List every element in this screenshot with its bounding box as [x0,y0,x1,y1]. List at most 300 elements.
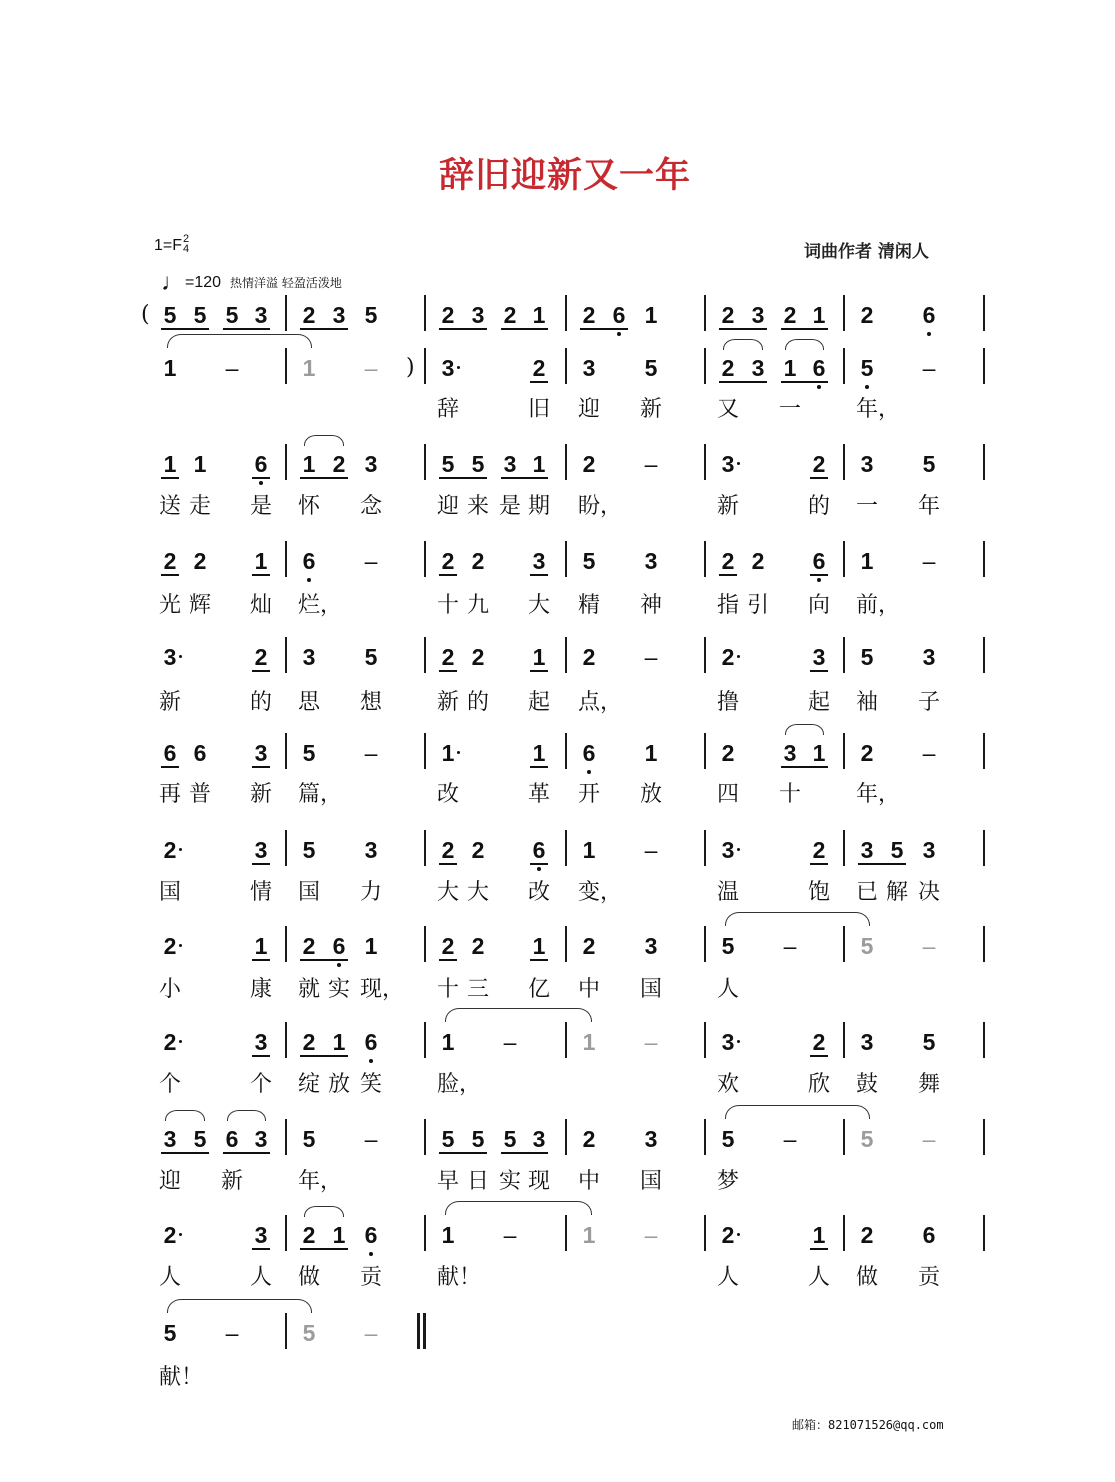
lyric-char: 解 [886,880,909,905]
barline [285,1022,287,1058]
barline [424,541,426,577]
lyric-char: 送 [159,494,182,519]
note-digit: 2 [441,933,455,959]
beam-underline [530,959,548,961]
lyric-char: 放 [640,782,663,807]
note-digit: 6 [225,1126,239,1152]
sustain-dash: – [922,548,936,574]
lyric-char: 做 [298,1265,321,1290]
note-digit: 1 [332,1222,346,1248]
slur-arc [785,339,824,350]
note-digit: 2 [721,548,735,574]
lyric-char: 年， [856,782,901,807]
note-digit: 2 [193,548,207,574]
beam-underline [501,328,548,330]
lyric-char: 来 [467,494,490,519]
lyric-char: 早 [437,1169,460,1194]
note-digit: 1 [364,933,378,959]
barline [424,295,426,331]
barline [843,830,845,866]
note-digit: 2 [471,548,485,574]
note-digit: 5 [471,451,485,477]
note-digit: 1 [532,740,546,766]
note-digit: 3 [254,1126,268,1152]
note-digit: 3 [721,451,735,477]
beam-underline [439,863,457,865]
note-digit: 5 [860,933,874,959]
note-digit: 5 [193,302,207,328]
lyric-char: 三 [467,977,490,1002]
augmentation-dot [737,655,740,658]
beam-underline [810,863,828,865]
lyric-char: 普 [189,782,212,807]
lyric-char: 已 [856,880,879,905]
barline [285,830,287,866]
note-digit: 1 [532,644,546,670]
tempo-value: =120 [185,274,222,291]
note-digit: 1 [441,1029,455,1055]
note-digit: 5 [503,1126,517,1152]
page-title: 辞旧迎新又一年 [438,155,691,196]
augmentation-dot [737,1040,740,1043]
beam-underline [580,328,628,330]
note-digit: 6 [922,1222,936,1248]
low-octave-dot [369,1059,373,1063]
beam-underline [719,381,767,383]
barline [704,1022,706,1058]
note-digit: 2 [302,933,316,959]
augmentation-dot [457,366,460,369]
lyric-char: 新 [640,397,663,422]
note-digit: 3 [163,1126,177,1152]
barline [285,1215,287,1251]
note-digit: 2 [812,1029,826,1055]
lyric-char: 做 [856,1265,879,1290]
note-digit: 2 [532,355,546,381]
barline [565,637,567,673]
lyric-char: 鼓 [856,1072,879,1097]
beam-underline [781,766,828,768]
lyric-char: 脸， [437,1072,482,1097]
beam-underline [252,670,270,672]
barline [565,733,567,769]
note-digit: 3 [644,1126,658,1152]
lyric-char: 中 [578,977,601,1002]
note-digit: 3 [812,644,826,670]
note-digit: 2 [721,355,735,381]
footer-email: 邮箱：821071526@qq.com [792,1418,944,1432]
beam-underline [439,328,487,330]
beam-underline [161,1152,209,1154]
barline [983,926,985,962]
sustain-dash: – [364,548,378,574]
note-digit: 5 [302,1126,316,1152]
beam-underline [530,381,548,383]
lyric-char: 引 [747,593,770,618]
note-digit: 1 [441,1222,455,1248]
barline [983,541,985,577]
note-digit: 2 [332,451,346,477]
sustain-dash: – [922,740,936,766]
barline [565,1119,567,1155]
note-digit: 2 [582,302,596,328]
tie-arc [445,1008,592,1022]
low-octave-dot [817,385,821,389]
lyric-char: 思 [298,690,321,715]
note-digit: 3 [254,1222,268,1248]
beam-underline [501,477,548,479]
note-digit: 5 [225,302,239,328]
barline [704,541,706,577]
barline [424,1119,426,1155]
lyric-char: 迎 [159,1169,182,1194]
note-digit: 5 [364,302,378,328]
barline [424,348,426,384]
note-digit: 6 [922,302,936,328]
note-digit: 1 [254,548,268,574]
lyric-char: 烂， [298,593,343,618]
barline [983,295,985,331]
lyric-char: 想 [360,690,383,715]
lyric-char: 人 [159,1265,182,1290]
barline [704,348,706,384]
barline [843,541,845,577]
barline [983,1022,985,1058]
note-digit: 2 [302,302,316,328]
note-digit: 2 [441,837,455,863]
lyric-char: 现 [528,1169,551,1194]
beam-underline [161,574,179,576]
barline [983,348,985,384]
barline [983,733,985,769]
note-digit: 5 [860,1126,874,1152]
lyric-char: 人 [250,1265,273,1290]
lyric-char: 改 [528,880,551,905]
lyric-char: 迎 [437,494,460,519]
lyric-char: 决 [918,880,941,905]
note-digit: 2 [582,1126,596,1152]
lyric-char: 十 [437,977,460,1002]
lyric-char: 放 [328,1072,351,1097]
note-digit: 3 [751,302,765,328]
beam-underline [530,670,548,672]
lyric-char: 年， [856,397,901,422]
lyric-char: 子 [918,690,941,715]
barline [983,1119,985,1155]
lyric-char: 盼， [578,494,623,519]
note-digit: 2 [721,644,735,670]
barline [843,1119,845,1155]
barline [983,444,985,480]
note-digit: 3 [364,837,378,863]
note-digit: 1 [163,451,177,477]
lyric-char: 梦 [717,1169,740,1194]
lyric-char: 九 [467,593,490,618]
note-digit: 2 [721,740,735,766]
beam-underline [439,574,457,576]
note-digit: 6 [163,740,177,766]
note-digit: 3 [644,933,658,959]
lyric-char: 指 [717,593,740,618]
lyric-char: 开 [578,782,601,807]
note-digit: 3 [471,302,485,328]
note-digit: 2 [302,1222,316,1248]
slur-arc [723,339,763,350]
barline [285,637,287,673]
barline [565,541,567,577]
lyric-char: 中 [578,1169,601,1194]
lyric-char: 神 [640,593,663,618]
lyric-char: 个 [250,1072,273,1097]
note-digit: 5 [163,302,177,328]
tie-arc [725,912,870,926]
lyric-char: 的 [808,494,831,519]
lyric-char: 走 [189,494,212,519]
sustain-dash: – [364,355,378,381]
barline [285,1313,287,1349]
note-digit: 5 [193,1126,207,1152]
lyric-char: 再 [159,782,182,807]
beam-underline [439,1152,487,1154]
barline [565,1215,567,1251]
lyric-char: 献！ [437,1265,482,1290]
lyric-char: 情 [250,880,273,905]
barline [424,1215,426,1251]
note-digit: 2 [471,837,485,863]
barline [285,926,287,962]
barline [704,733,706,769]
lyric-char: 的 [467,690,490,715]
lyric-char: 人 [717,977,740,1002]
note-digit: 6 [364,1029,378,1055]
low-octave-dot [537,867,541,871]
note-digit: 3 [532,548,546,574]
note-digit: 2 [302,1029,316,1055]
barline [565,830,567,866]
lyric-char: 人 [717,1265,740,1290]
tie-arc [167,334,312,348]
lyric-char: 撸 [717,690,740,715]
beam-underline [858,863,906,865]
low-octave-dot [259,481,263,485]
barline [285,541,287,577]
note-digit: 6 [612,302,626,328]
sustain-dash: – [225,355,239,381]
note-digit: 2 [441,302,455,328]
note-digit: 2 [163,548,177,574]
barline [704,1215,706,1251]
note-digit: 5 [441,1126,455,1152]
augmentation-dot [179,944,182,947]
lyric-char: 康 [250,977,273,1002]
augmentation-dot [179,1040,182,1043]
sustain-dash: – [922,1126,936,1152]
beam-underline [781,328,828,330]
note-digit: 1 [254,933,268,959]
note-digit: 2 [163,837,177,863]
lyric-char: 光 [159,593,182,618]
low-octave-dot [817,578,821,582]
lyric-char: 怀 [298,494,321,519]
note-digit: 2 [721,302,735,328]
note-digit: 3 [254,1029,268,1055]
time-signature [183,234,189,254]
lyric-char: 精 [578,593,601,618]
lyric-char: 新 [250,782,273,807]
lyric-char: 变， [578,880,623,905]
lyric-char: 改 [437,782,460,807]
note-digit: 6 [332,933,346,959]
note-digit: 2 [721,1222,735,1248]
note-digit: 5 [364,644,378,670]
time-signature-top: 2 [183,233,190,245]
beam-underline [501,1152,548,1154]
note-digit: 1 [582,1222,596,1248]
low-octave-dot [617,332,621,336]
lyric-char: 国 [159,880,182,905]
sustain-dash: – [644,837,658,863]
slur-arc [304,435,344,446]
note-digit: 2 [812,451,826,477]
lyric-char: 辞 [437,397,460,422]
close-paren: ) [406,355,415,380]
note-digit: 3 [254,740,268,766]
beam-underline [810,574,828,576]
note-digit: 5 [302,1320,316,1346]
final-barline [417,1313,420,1349]
augmentation-dot [179,655,182,658]
sustain-dash: – [783,1126,797,1152]
note-digit: 1 [644,302,658,328]
barline [285,348,287,384]
slur-arc [785,724,824,735]
beam-underline [781,381,828,383]
note-digit: 3 [922,837,936,863]
beam-underline [719,574,737,576]
sustain-dash: – [225,1320,239,1346]
barline [565,348,567,384]
note-digit: 1 [163,355,177,381]
barline [843,637,845,673]
beam-underline [439,959,457,961]
note-digit: 3 [751,355,765,381]
barline [285,444,287,480]
lyric-char: 献！ [159,1365,204,1390]
note-digit: 5 [890,837,904,863]
barline [565,295,567,331]
lyric-char: 新 [159,690,182,715]
note-digit: 5 [441,451,455,477]
augmentation-dot [737,462,740,465]
barline [704,637,706,673]
note-digit: 5 [302,837,316,863]
lyric-char: 绽 [298,1072,321,1097]
lyric-char: 欣 [808,1072,831,1097]
sustain-dash: – [922,933,936,959]
lyric-char: 大 [528,593,551,618]
lyric-char: 新 [437,690,460,715]
barline [843,295,845,331]
note-digit: 6 [532,837,546,863]
lyric-char: 向 [808,593,831,618]
beam-underline [161,477,179,479]
note-digit: 3 [860,1029,874,1055]
lyric-char: 个 [159,1072,182,1097]
tie-arc [167,1299,312,1313]
lyric-char: 笑 [360,1072,383,1097]
lyric-char: 起 [528,690,551,715]
note-digit: 5 [721,933,735,959]
lyric-char: 舞 [918,1072,941,1097]
barline [843,348,845,384]
lyric-char: 力 [360,880,383,905]
lyric-char: 年， [298,1169,343,1194]
note-digit: 5 [860,644,874,670]
note-digit: 5 [644,355,658,381]
note-digit: 1 [812,740,826,766]
note-digit: 2 [163,933,177,959]
lyric-char: 十 [437,593,460,618]
beam-underline [719,328,767,330]
note-digit: 1 [582,1029,596,1055]
lyric-char: 新 [221,1169,244,1194]
beam-underline [252,766,270,768]
beam-underline [252,1248,270,1250]
note-digit: 3 [441,355,455,381]
note-digit: 1 [812,1222,826,1248]
barline [565,926,567,962]
note-digit: 3 [644,548,658,574]
time-signature-bottom: 4 [183,243,190,255]
note-digit: 1 [532,302,546,328]
note-digit: 2 [582,451,596,477]
note-digit: 5 [302,740,316,766]
note-digit: 2 [812,837,826,863]
note-digit: 2 [254,644,268,670]
final-barline [423,1313,426,1349]
lyric-char: 是 [250,494,273,519]
lyric-char: 四 [717,782,740,807]
barline [565,1022,567,1058]
augmentation-dot [179,848,182,851]
beam-underline [530,863,548,865]
beam-underline [252,574,270,576]
barline [285,295,287,331]
note-digit: 6 [812,548,826,574]
note-digit: 5 [922,451,936,477]
note-digit: 2 [582,644,596,670]
lyric-char: 期 [528,494,551,519]
quarter-note-icon: ♩ [161,269,185,296]
lyric-char: 日 [467,1169,490,1194]
lyric-char: 是 [499,494,522,519]
sustain-dash: – [783,933,797,959]
beam-underline [530,574,548,576]
beam-underline [300,1248,348,1250]
tempo-marking [161,266,342,294]
sustain-dash: – [922,355,936,381]
barline [843,926,845,962]
barline [983,830,985,866]
note-digit: 1 [812,302,826,328]
note-digit: 2 [441,644,455,670]
barline [704,926,706,962]
lyric-char: 年 [918,494,941,519]
beam-underline [252,477,270,479]
low-octave-dot [369,1252,373,1256]
barline [424,926,426,962]
note-digit: 3 [532,1126,546,1152]
